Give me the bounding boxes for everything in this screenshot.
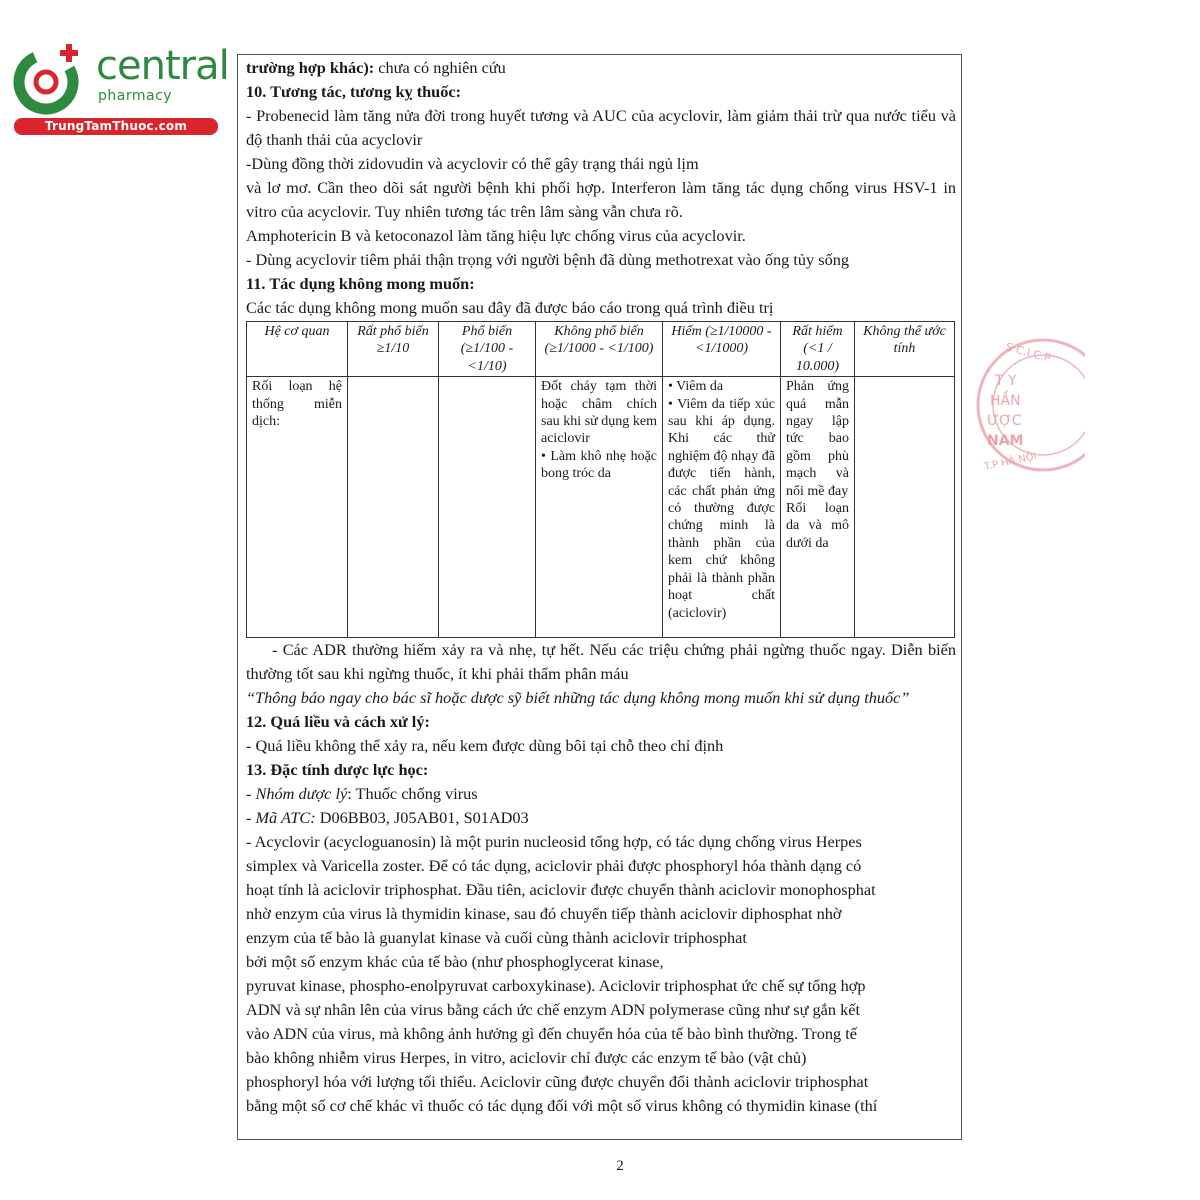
svg-text:NAM: NAM (987, 433, 1024, 449)
very-rare-item-2: Rối loạn da và mô dưới da (786, 501, 849, 551)
s13-line: bằng một số cơ chế khác vì thuốc có tác dụng đối với một số virus không có thymidin kinase (thí (246, 1096, 878, 1116)
s13-line: simplex và Varicella zoster. Để có tác dụng, aciclovir phải được phosphoryl hóa thành dạng có (246, 856, 862, 876)
group-label: Nhóm dược lý (255, 784, 348, 804)
central-pharmacy-logo-icon (10, 38, 90, 118)
very-rare-item-1: Phản ứng quá mẫn ngay lập tức bao gồm phù mạch và nổi mề đay (786, 379, 849, 499)
header-uncommon: Không phổ biến (≥1/1000 - <1/100) (536, 322, 663, 377)
section-10-para-3: và lơ mơ. Cần theo dõi sát người bệnh khi phối hợp. Interferon làm tăng tác dụng chống virus HSV-1 in vitro của acyclovir. Tuy nhiên tương tác trên lâm sàng vẫn chưa rõ. (246, 178, 956, 221)
company-seal-stamp (965, 330, 1085, 480)
table-header-row (247, 322, 955, 377)
s13-line: enzym của tế bào là guanylat kinase và cuối cùng thành aciclovir triphosphat (246, 928, 747, 948)
rare-item-2: • Viêm da tiếp xúc sau khi áp dụng. Khi các thử nghiệm độ nhạy đã được tiến hành, các chất phản ứng có thường được chứng minh là thành phần của kem chứ không phải là thành phần hoạt chất (aciclovir) (668, 396, 775, 621)
s13-line: - Acyclovir (acycloguanosin) là một purin nucleosid tổng hợp, có tác dụng chống virus Herpes (246, 832, 862, 852)
logo-name: central (96, 43, 229, 89)
cell-uncommon (536, 377, 663, 638)
header-not-known: Không thể ước tính (855, 322, 955, 377)
section-12-title: 12. Quá liều và cách xử lý: (246, 712, 430, 732)
svg-text:T.P HÀ NỘI: T.P HÀ NỘI (983, 451, 1038, 473)
section-13-group-line: - Nhóm dược lý: Thuốc chống virus (246, 784, 478, 804)
section-10-para-2: -Dùng đồng thời zidovudin và acyclovir có thể gây trạng thái ngủ lịm (246, 154, 699, 173)
atc-value: D06BB03, J05AB01, S01AD03 (315, 808, 529, 828)
svg-text:T Y: T Y (995, 373, 1017, 389)
cell-very-common (348, 377, 439, 638)
s13-line: ADN và sự nhân lên của virus bằng cách ức chế enzym ADN polymerase cũng như sự gắn kết (246, 1000, 861, 1020)
group-value: : Thuốc chống virus (347, 784, 478, 804)
section-13-atc-line: - Mã ATC: D06BB03, J05AB01, S01AD03 (246, 808, 529, 828)
header-rare: Hiếm (≥1/10000 - <1/1000) (663, 322, 781, 377)
header-very-rare: Rất hiếm (<1 / 10.000) (781, 322, 855, 377)
atc-label: Mã ATC: (255, 808, 316, 828)
s13-line: vào ADN của virus, mà không ảnh hưởng gì đến chuyển hóa của tế bào bình thường. Trong tế (246, 1024, 857, 1044)
header-very-common: Rất phổ biến ≥1/10 (348, 322, 439, 377)
cell-common (439, 377, 536, 638)
section-10-para-5: - Dùng acyclovir tiêm phải thận trọng với người bệnh đã dùng methotrexat vào ống tủy sống (246, 250, 850, 269)
section-11-para-1: - Các ADR thường hiếm xảy ra và nhẹ, tự hết. Nếu các triệu chứng phải ngừng thuốc ngay. Diễn biến thường tốt sau khi ngừng thuốc, ít khi phải thẩm phân máu (246, 640, 956, 684)
cell-rare (663, 377, 781, 638)
section-11-intro: Các tác dụng không mong muốn sau đây đã được báo cáo trong quá trình điều trị (246, 298, 774, 317)
logo-subtitle: pharmacy (98, 88, 173, 104)
logo-url-badge[interactable]: TrungTamThuoc.com (14, 118, 218, 135)
svg-text:S C.I.C.P: S C.I.C.P (1004, 340, 1053, 365)
s13-line: bào không nhiễm virus Herpes, in vitro, aciclovir chỉ được các enzym tế bào (vật chủ) (246, 1048, 807, 1068)
section-11-title: 11. Tác dụng không mong muốn: (246, 274, 475, 293)
lead-line (246, 56, 956, 80)
s13-line: bởi một số enzym khác của tế bào (như phosphoglycerat kinase, (246, 952, 664, 972)
section-10-title: 10. Tương tác, tương kỵ thuốc: (246, 82, 462, 101)
s13-line: hoạt tính là aciclovir triphosphat. Đầu tiên, aciclovir được chuyển thành aciclovir monophosphat (246, 880, 876, 900)
cell-organ: Rối loạn hệ thống miễn dịch: (247, 377, 348, 638)
header-common: Phổ biến (≥1/100 - <1/10) (439, 322, 536, 377)
uncommon-item-2: • Làm khô nhẹ hoặc bong tróc da (541, 448, 657, 482)
lead-bold: trường hợp khác): (246, 58, 375, 77)
svg-text:HẦN: HẦN (990, 393, 1021, 409)
s13-line: nhờ enzym của virus là thymidin kinase, sau đó chuyển tiếp thành aciclovir diphosphat nhờ (246, 904, 842, 924)
cell-not-known (855, 377, 955, 638)
uncommon-item-1: Đốt cháy tạm thời hoặc châm chích sau khi sử dụng kem aciclovir (541, 379, 657, 447)
page-number: 2 (616, 1158, 624, 1174)
cell-very-rare (781, 377, 855, 638)
svg-text:ƯỢC: ƯỢC (987, 413, 1022, 429)
rare-item-1: • Viêm da (668, 379, 724, 395)
lead-rest: chưa có nghiên cứu (374, 58, 506, 77)
section-10-para-1: - Probenecid làm tăng nửa đời trong huyết tương và AUC của acyclovir, làm giảm thải trừ qua nước tiểu và độ thanh thải của acyclovir (246, 106, 956, 149)
section-12-para-1: - Quá liều không thể xảy ra, nếu kem được dùng bôi tại chỗ theo chỉ định (246, 736, 724, 756)
section-10-para-4: Amphotericin B và ketoconazol làm tăng hiệu lực chống virus của acyclovir. (246, 226, 746, 245)
s13-line: phosphoryl hóa với lượng tối thiểu. Aciclovir cũng được chuyển đổi thành aciclovir triphosphat (246, 1072, 869, 1092)
header-organ-system: Hệ cơ quan (247, 322, 348, 377)
section-11-notice: “Thông báo ngay cho bác sĩ hoặc dược sỹ biết những tác dụng không mong muốn khi sử dụng thuốc” (246, 688, 910, 708)
document-body (246, 56, 956, 1118)
section-13-title: 13. Đặc tính dược lực học: (246, 760, 429, 780)
central-pharmacy-logo (10, 38, 229, 138)
s13-line: pyruvat kinase, phospho-enolpyruvat carboxykinase). Aciclovir triphosphat ức chế sự tổng hợp (246, 976, 866, 996)
table-row (247, 377, 955, 638)
adverse-reactions-table (246, 321, 955, 638)
